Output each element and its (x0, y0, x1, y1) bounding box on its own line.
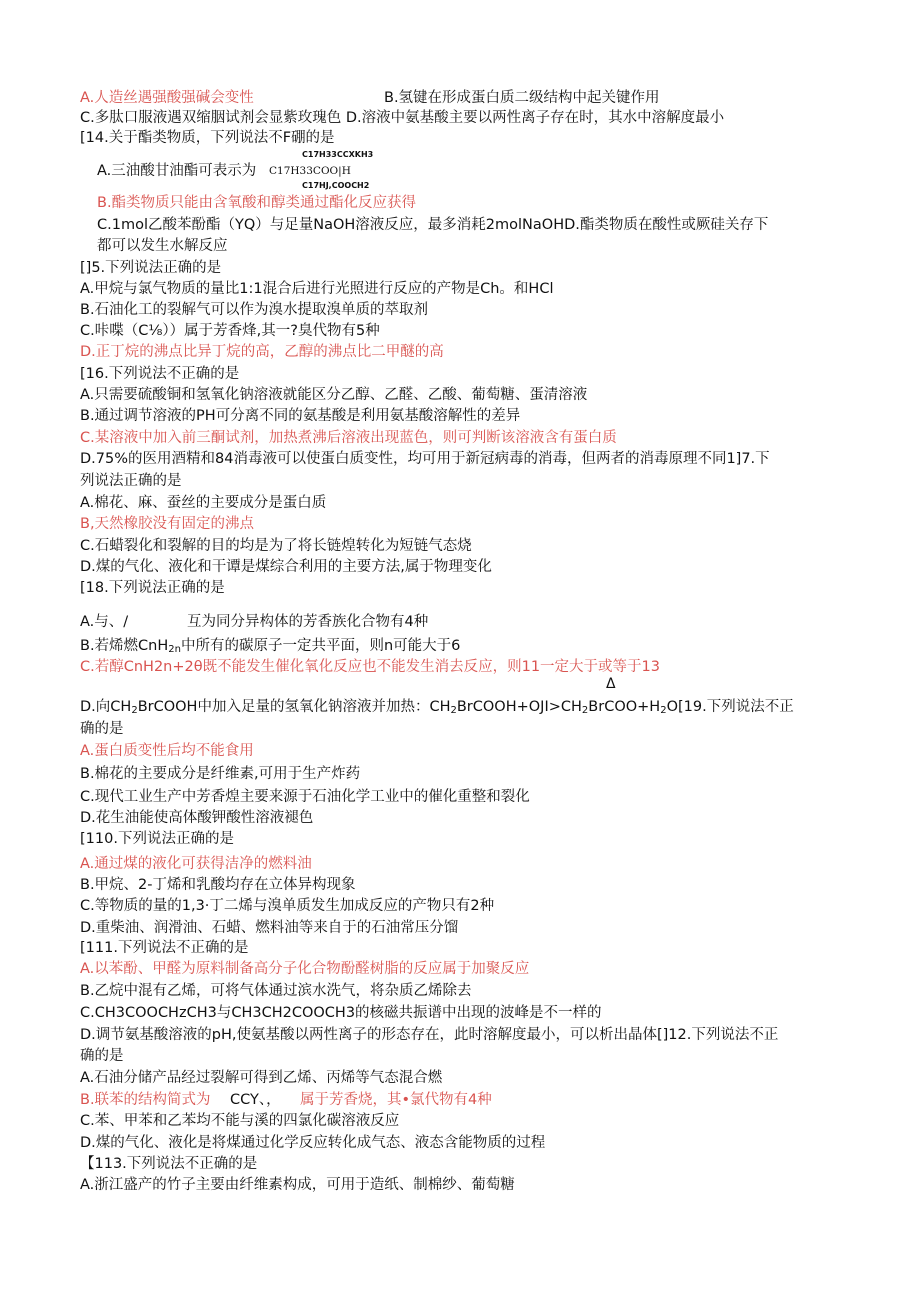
q15-option-c: C.咔喋（C⅛））属于芳香烽,其一?臭代物有5种 (80, 323, 380, 339)
q110-option-d: D.重柴油、润滑油、石蜡、燃料油等来自于的石油常压分馏 (80, 920, 459, 936)
q13-option-a: A.人造丝遇强酸强碱会变性 (80, 90, 254, 106)
q15-stem: []5.下列说法正确的是 (80, 260, 222, 276)
q15-option-d: D.正丁烷的沸点比异丁烷的高，乙醇的沸点比二甲醚的高 (80, 344, 444, 360)
q14-option-d-cont: 都可以发生水解反应 (97, 238, 228, 254)
q16-option-b: B.通过调节溶液的PH可分离不同的氨基酸是利用氨基酸溶解性的差异 (80, 408, 521, 424)
q16-option-a: A.只需要硫酸铜和氢氧化钠溶液就能区分乙醇、乙醛、乙酸、葡萄糖、蛋清溶液 (80, 387, 588, 403)
q111-option-a: A.以苯酚、甲醛为原料制备高分子化合物酚醛树脂的反应属于加聚反应 (80, 961, 530, 977)
q18-option-a-end: 互为同分异构体的芳香族化合物有4种 (187, 614, 429, 630)
q18-option-b: B.若烯燃CnH$_{2n}$中所有的碳原子一定共平面，则n可能大于6 (80, 638, 461, 655)
q13-option-c-d: C.多肽口服液遇双缩胭试剂会显紫玫瑰色 D.溶液中氨基酸主要以两性离子存在时，其水中溶解度最小 (80, 110, 725, 126)
q14-formula-mid: C17H33COO|H (269, 165, 351, 177)
q113-option-a: A.浙江盛产的竹子主要由纤维素构成，可用于造纸、制棉纱、葡萄糖 (80, 1177, 515, 1193)
q19-option-c: C.现代工业生产中芳香煌主要来源于石油化学工业中的催化重整和裂化 (80, 789, 530, 805)
q18-stem: [18.下列说法正确的是 (80, 580, 225, 596)
q19-option-d: D.花生油能使高体酸钾酸性溶液褪色 (80, 810, 314, 826)
q14-option-b: B.酯类物质只能由含氧酸和醇类通过酯化反应获得 (97, 195, 417, 211)
q18-option-c: C.若醇CnH2n+2θ既不能发生催化氧化反应也不能发生消去反应，则11一定大于或等于13 (80, 659, 661, 675)
q15-option-b: B.石油化工的裂解气可以作为溴水提取溴单质的萃取剂 (80, 302, 429, 318)
q14-formula-bottom: C17HJ,COOCH2 (302, 181, 370, 190)
q17-option-c: C.石蜡裂化和裂解的目的均是为了将长链煌转化为短链气态烧 (80, 538, 472, 554)
q111-option-b: B.乙烷中混有乙烯，可将气体通过滨水洗气，将杂质乙烯除去 (80, 983, 472, 999)
q17-option-d: D.煤的气化、液化和干谭是煤综合利用的主要方法,属于物理变化 (80, 559, 492, 575)
q15-option-a: A.甲烷与氯气物质的量比1:1混合后进行光照进行反应的产物是Ch。和HCl (80, 281, 554, 297)
q112-option-c: C.苯、甲苯和乙苯均不能与溪的四氯化碳溶液反应 (80, 1113, 400, 1129)
q110-option-a: A.通过煤的液化可获得洁净的燃料油 (80, 856, 312, 872)
q112-stem: 确的是 (80, 1048, 124, 1064)
q19-stem: 确的是 (80, 721, 124, 737)
q17-stem: 列说法正确的是 (80, 473, 182, 489)
q111-option-c: C.CH3COOCHzCH3与CH3CH2COOCH3的核磁共振谱中出现的波峰是不一样的 (80, 1005, 602, 1021)
q113-stem: 【113.下列说法不正确的是 (80, 1156, 258, 1172)
q18-option-a-start: A.与、/ (80, 614, 129, 630)
q110-option-b: B.甲烷、2-丁烯和乳酸均存在立体异构现象 (80, 877, 356, 893)
q112-option-d: D.煤的气化、液化是将煤通过化学反应转化成气态、液态含能物质的过程 (80, 1135, 546, 1151)
q110-stem: [110.下列说法正确的是 (80, 831, 234, 847)
q110-option-c: C.等物质的量的1,3·丁二烯与溴单质发生加成反应的产物只有2种 (80, 898, 495, 914)
q16-option-c: C.某溶液中加入前三酮试剂，加热煮沸后溶液出现蓝色，则可判断该溶液含有蛋白质 (80, 430, 617, 446)
q16-option-d: D.75%的医用酒精和84消毒液可以使蛋白质变性，均可用于新冠病毒的消毒，但两者的消毒原理不同1]7.下 (80, 451, 770, 467)
delta-symbol: Δ (606, 676, 616, 692)
q18-option-d: D.向$CH_2BrCOOH$中加入足量的氢氧化钠溶液并加热：$CH_2BrCOOH+OJI>CH_2BrCOO+H_2O[19$.下列说法不正 (80, 699, 794, 716)
q17-option-a: A.棉花、麻、蚕丝的主要成分是蛋白质 (80, 495, 327, 511)
q14-formula-top: C17H33CCXKH3 (302, 150, 374, 159)
q17-option-b: B,天然橡胶没有固定的沸点 (80, 516, 255, 532)
q14-option-c-d: C.1mol乙酸苯酚酯（YQ）与足量NaOH溶液反应，最多消耗2molNaOHD.酯类物质在酸性或厥硅关存下 (97, 217, 769, 233)
q111-stem: [111.下列说法不正确的是 (80, 940, 249, 956)
q112-option-a: A.石油分储产品经过裂解可得到乙烯、丙烯等气态混合燃 (80, 1070, 443, 1086)
q112-option-b-formula: CCY、， (230, 1092, 281, 1108)
q13-option-b: B.氢键在形成蛋白质二级结构中起关键作用 (384, 90, 660, 106)
q19-option-a: A.蛋白质变性后均不能食用 (80, 743, 254, 759)
q16-stem: [16.下列说法不正确的是 (80, 366, 240, 382)
q14-stem: [14.关于酯类物质，下列说法不F硼的是 (80, 130, 335, 146)
q14-option-a: A.三油酸甘油酯可表示为 (97, 163, 257, 179)
q112-option-b-start: B.联苯的结构简式为 (80, 1092, 211, 1108)
q19-option-b: B.棉花的主要成分是纤维素,可用于生产炸药 (80, 766, 361, 782)
q112-option-b-end: 属于芳香烧，其•氯代物有4种 (300, 1092, 492, 1108)
q111-option-d: D.调节氨基酸溶液的pH,使氨基酸以两性离子的形态存在，此时溶解度最小，可以析出晶体[]12.下列说法不正 (80, 1027, 779, 1043)
